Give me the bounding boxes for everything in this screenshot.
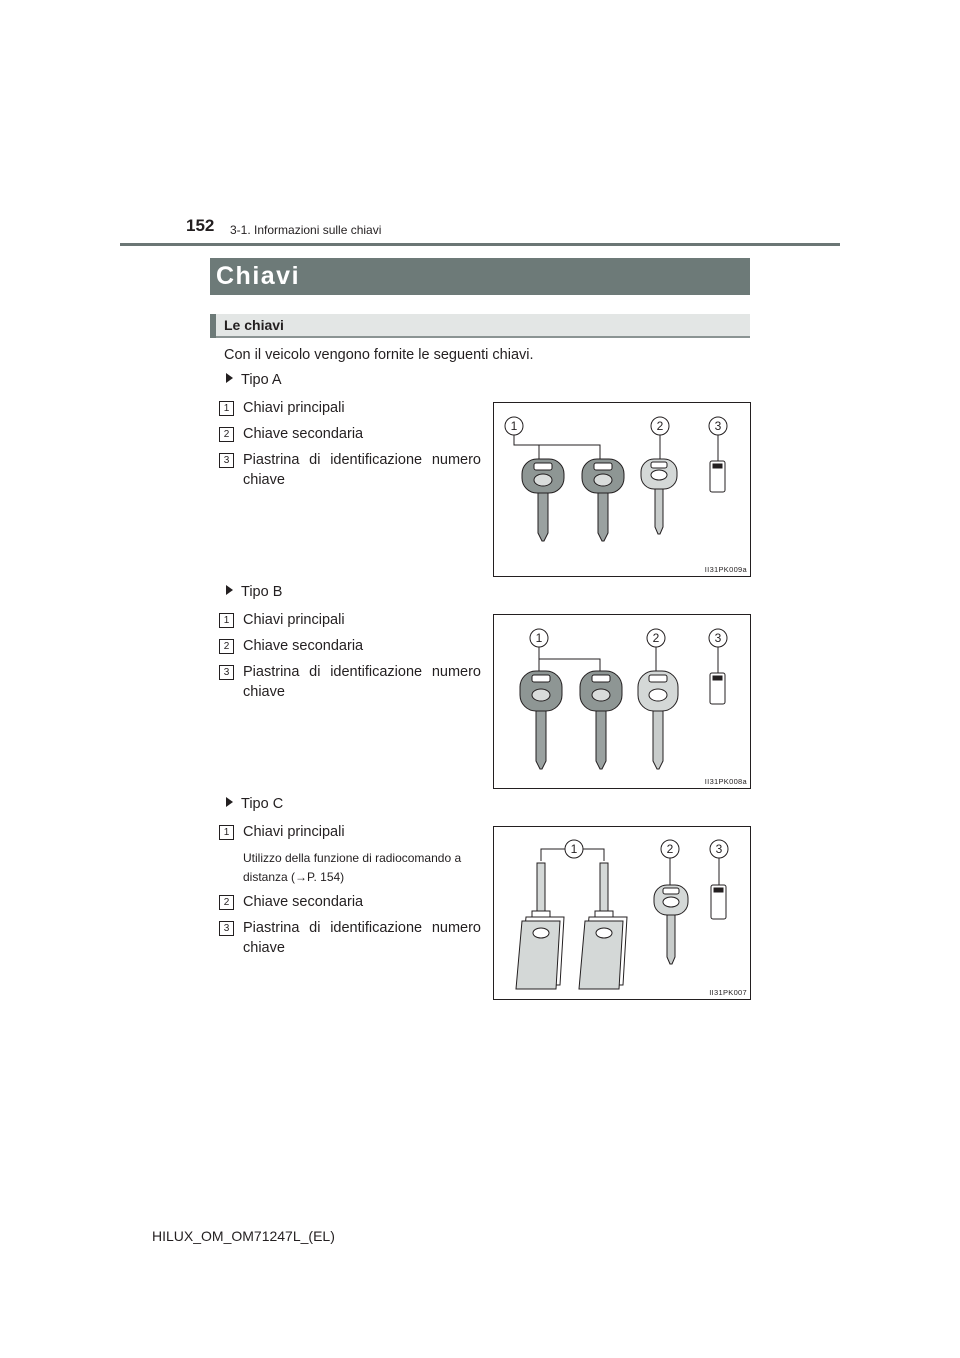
type-c-label: Tipo C: [241, 796, 284, 812]
callout-2: 2: [666, 842, 674, 856]
callout-3: 3: [714, 419, 722, 433]
figure-code: II31PK007: [709, 988, 747, 997]
type-b-item-1: Chiavi principali: [243, 612, 345, 628]
callout-1: 1: [535, 631, 543, 645]
page-title: Chiavi: [216, 262, 301, 290]
arrow-icon: [226, 797, 233, 807]
callout-2: 2: [652, 631, 660, 645]
section-label: 3-1. Informazioni sulle chiavi: [230, 223, 382, 237]
type-a-item-1: Chiavi principali: [243, 400, 345, 416]
keys-illustration: [494, 827, 750, 999]
arrow-icon: [226, 373, 233, 383]
keys-illustration: [494, 615, 750, 788]
subheading-bar: [210, 314, 750, 338]
type-c-item-1: Chiavi principali: [243, 824, 345, 840]
type-b-heading: [226, 584, 282, 600]
number-badge: 3: [219, 665, 234, 680]
figure-code: II31PK009a: [704, 565, 747, 574]
type-a-heading: [226, 372, 282, 388]
callout-2: 2: [656, 419, 664, 433]
callout-1: 1: [510, 419, 518, 433]
number-badge: 3: [219, 921, 234, 936]
number-badge: 3: [219, 453, 234, 468]
number-badge: 2: [219, 427, 234, 442]
type-c-item-1-note: Utilizzo della funzione di radiocomando a distanza (→P. 154): [243, 851, 462, 884]
header-rule: [120, 243, 840, 246]
type-a-label: Tipo A: [241, 372, 282, 388]
number-badge: 2: [219, 639, 234, 654]
type-a-figure: [493, 402, 751, 577]
callout-3: 3: [714, 631, 722, 645]
type-c-figure: [493, 826, 751, 1000]
callout-1: 1: [570, 842, 578, 856]
number-badge: 1: [219, 613, 234, 628]
intro-text: Con il veicolo vengono fornite le seguenti chiavi.: [224, 347, 534, 363]
type-b-figure: [493, 614, 751, 789]
type-a-item-2: Chiave secondaria: [243, 426, 364, 442]
type-c-item-3: Piastrina di identificazione numero chiave: [243, 920, 481, 956]
subheading: Le chiavi: [224, 317, 284, 333]
type-b-item-3: Piastrina di identificazione numero chiave: [243, 664, 481, 700]
number-badge: 1: [219, 825, 234, 840]
subheading-accent: [210, 314, 216, 338]
arrow-icon: [226, 585, 233, 595]
number-badge: 2: [219, 895, 234, 910]
type-a-item-3: Piastrina di identificazione numero chiave: [243, 452, 481, 488]
figure-code: II31PK008a: [704, 777, 747, 786]
number-badge: 1: [219, 401, 234, 416]
page-number: 152: [186, 216, 215, 235]
type-c-item-2: Chiave secondaria: [243, 894, 364, 910]
type-c-heading: [226, 796, 283, 812]
footer-code: HILUX_OM_OM71247L_(EL): [152, 1228, 335, 1244]
callout-3: 3: [715, 842, 723, 856]
type-b-label: Tipo B: [241, 584, 283, 600]
type-b-item-2: Chiave secondaria: [243, 638, 364, 654]
keys-illustration: [494, 403, 750, 576]
